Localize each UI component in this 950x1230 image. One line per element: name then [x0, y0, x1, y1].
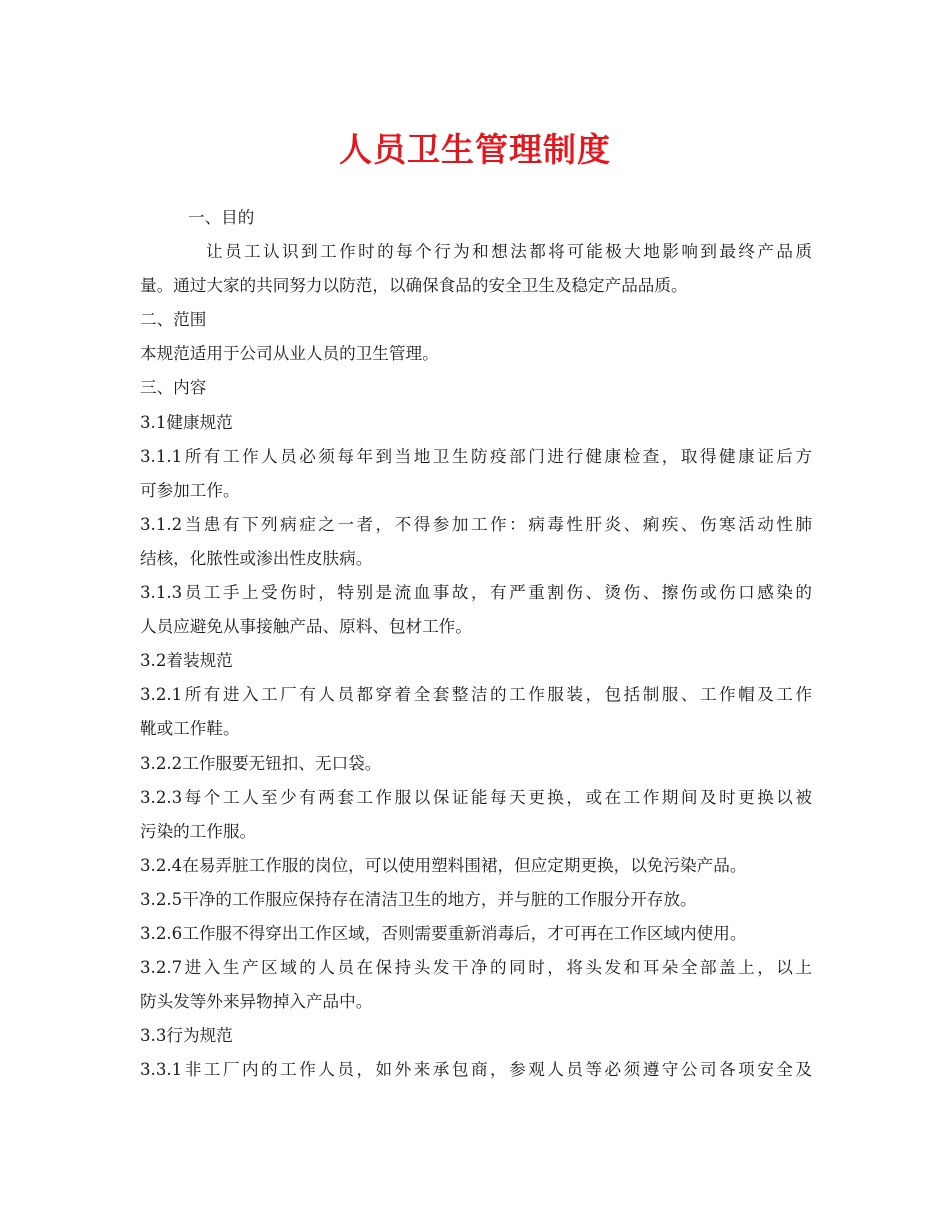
document-body [140, 201, 812, 1087]
paragraph-line: 3.2.7进入生产区域的人员在保持头发干净的同时，将头发和耳朵全部盖上，以上 [140, 958, 812, 978]
section-heading-purpose: 一、目的 [188, 208, 255, 227]
paragraph-line: 3.2.5干净的工作服应保持存在清洁卫生的地方，并与脏的工作服分开存放。 [140, 889, 697, 909]
subsection-heading: 3.1健康规范 [140, 412, 233, 432]
subsection-heading: 3.2着装规范 [140, 651, 233, 671]
paragraph-line: 3.1.3员工手上受伤时，特别是流血事故，有严重割伤、烫伤、擦伤或伤口感染的 [140, 583, 812, 603]
paragraph-line: 3.2.2工作服要无钮扣、无口袋。 [140, 753, 382, 773]
subsection-heading: 3.3行为规范 [140, 1026, 233, 1046]
document-title: 人员卫生管理制度 [339, 130, 611, 169]
paragraph-line: 本规范适用于公司从业人员的卫生管理。 [140, 344, 439, 364]
section-heading-content: 三、内容 [140, 378, 207, 398]
paragraph-line: 3.2.1所有进入工厂有人员都穿着全套整洁的工作服装，包括制服、工作帽及工作 [140, 685, 812, 705]
paragraph-line: 3.2.4在易弄脏工作服的岗位，可以使用塑料围裙，但应定期更换，以免污染产品。 [140, 855, 747, 875]
section-heading-scope: 二、范围 [140, 310, 207, 330]
paragraph-line: 3.2.3每个工人至少有两套工作服以保证能每天更换，或在工作期间及时更换以被 [140, 787, 812, 807]
paragraph-line: 结核，化脓性或渗出性皮肤病。 [140, 548, 373, 568]
paragraph-line: 污染的工作服。 [140, 821, 257, 841]
paragraph-line: 3.3.1非工厂内的工作人员，如外来承包商，参观人员等必须遵守公司各项安全及 [140, 1060, 812, 1080]
paragraph-line: 人员应避免从事接触产品、原料、包材工作。 [140, 617, 472, 637]
paragraph-line: 可参加工作。 [140, 480, 240, 500]
paragraph-line: 3.1.2当患有下列病症之一者，不得参加工作：病毒性肝炎、痢疾、伤寒活动性肺 [140, 514, 812, 534]
paragraph-line: 靴或工作鞋。 [140, 719, 240, 739]
paragraph-line: 量。通过大家的共同努力以防范，以确保食品的安全卫生及稳定产品品质。 [140, 276, 688, 296]
paragraph-line: 让员工认识到工作时的每个行为和想法都将可能极大地影响到最终产品质 [206, 242, 812, 262]
paragraph-line: 3.1.1所有工作人员必须每年到当地卫生防疫部门进行健康检查，取得健康证后方 [140, 446, 812, 466]
paragraph-line: 3.2.6工作服不得穿出工作区域，否则需要重新消毒后，才可再在工作区域内使用。 [140, 923, 747, 943]
paragraph-line: 防头发等外来异物掉入产品中。 [140, 992, 373, 1012]
